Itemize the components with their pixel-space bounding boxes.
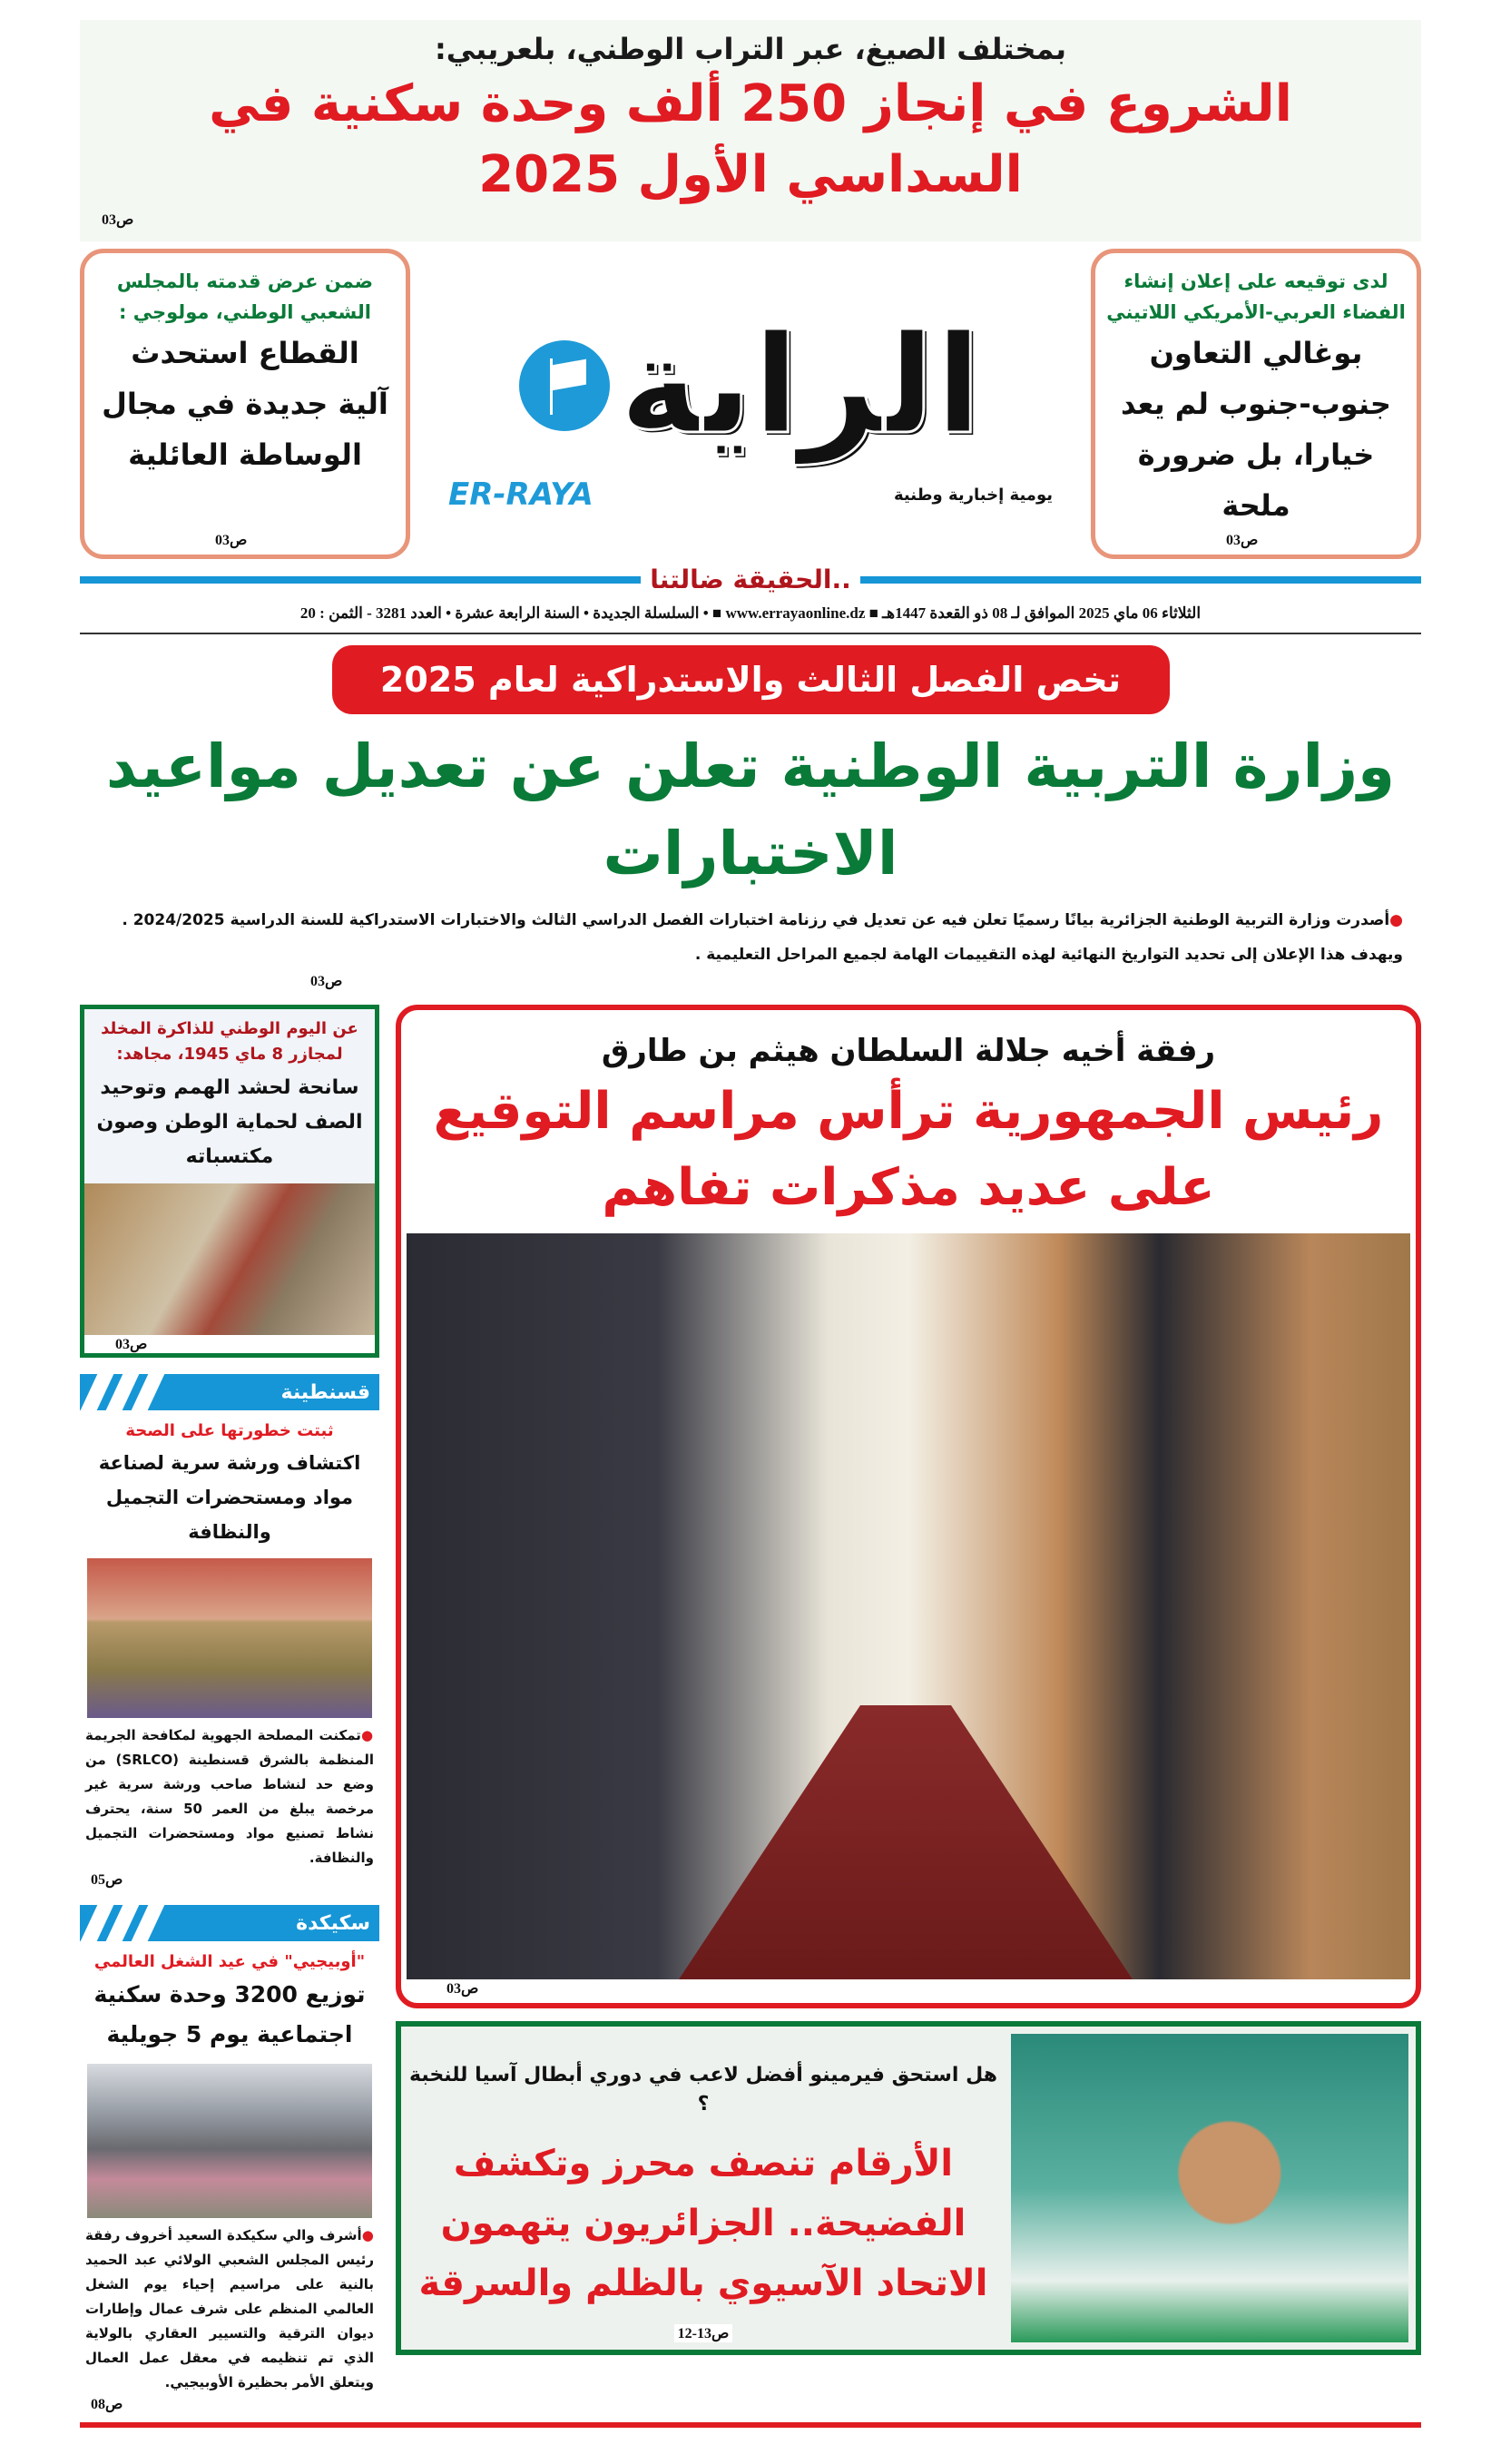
memory-headline: سانحة لحشد الهمم وتوحيد الصف لحماية الوطن وصون مكتسباته	[96, 1076, 363, 1168]
right-teaser[interactable]	[1091, 249, 1421, 559]
page-ref: ص08	[87, 2395, 126, 2413]
flag-globe-icon	[519, 340, 610, 431]
lead-pill[interactable]: تخص الفصل الثالث والاستدراكية لعام 2025	[332, 645, 1170, 714]
teaser-headline-line: القطاع استحدث	[131, 336, 359, 370]
page-ref: ص03	[443, 1979, 482, 1998]
region-bar	[80, 1374, 379, 1410]
sport-headline-line: الفضيحة.. الجزائريون يتهمون	[440, 2203, 966, 2244]
story-kicker: ثبتت خطورتها على الصحة	[125, 1421, 334, 1440]
bottom-rule	[80, 2422, 1421, 2428]
story-headline: توزيع 3200 وحدة سكنية اجتماعية يوم 5 جويلية	[93, 1981, 366, 2047]
divider	[860, 576, 1421, 584]
sport-headline-line: الاتحاد الآسيوي بالظلم والسرقة	[418, 2263, 988, 2304]
teaser-headline-line: بوغالي التعاون	[1149, 336, 1363, 370]
sport-kicker: هل استحق فيرمينو أفضل لاعب في دوري أبطال آسيا للنخبة ؟	[409, 2064, 997, 2116]
slogan: ..الحقيقة ضالتنا	[650, 564, 851, 594]
teaser-headline-line: الوساطة العائلية	[128, 437, 362, 472]
page-ref: ص05	[87, 1870, 126, 1889]
teaser-kicker: لدى توقيعه على إعلان إنشاء الفضاء العربي-الأمريكي اللاتيني	[1106, 270, 1406, 323]
top-story-kicker: بمختلف الصيغ، عبر التراب الوطني، بلعريبي:	[434, 32, 1067, 66]
story-headline: اكتشاف ورشة سرية لصناعة مواد ومستحضرات التجميل والنظافة	[98, 1452, 361, 1543]
lead-summary	[80, 903, 1421, 972]
memory-kicker: عن اليوم الوطني للذاكرة المخلد لمجازر 8 ماي 1945، مجاهد:	[101, 1019, 358, 1064]
logo-arabic: الراية	[619, 307, 982, 465]
sport-headline	[408, 2134, 998, 2313]
divider	[80, 576, 641, 584]
masthead-logo[interactable]	[421, 249, 1080, 559]
sport-headline-line: الأرقام تنصف محرز وتكشف	[453, 2143, 954, 2184]
page-ref: ص13-12	[674, 2324, 733, 2342]
lead-summary-text: أصدرت وزارة التربية الوطنية الجزائرية بيانًا رسميًا تعلن فيه عن تعديل في رزنامة اختبارات الفصل الدراسي الثالث والاختبارات الاستدراكية للسنة الدراسية 2024/2025 . ويهدف هذا الإعلان إلى تحديد التواريخ النهائية لهذه التقييمات الهامة لجميع المراحل التعليمية .	[122, 911, 1403, 964]
page-ref: ص03	[307, 972, 346, 990]
logo-latin: ER-RAYA	[448, 476, 594, 513]
skikda-story[interactable]	[80, 1905, 379, 2413]
page-ref: ص03	[211, 531, 250, 549]
story-body: ●أشرف والي سكيكدة السعيد أخروف رفقة رئيس المجلس الشعبي الولائي عبد الحميد بالنية على مراسيم إحياء يوم الشغل العالمي المنظم على شرف عمال وإطارات ديوان الترقية والتسيير العقاري بالولاية الذي تم تنظيمه في معقل عمل العمال ويتعلق الأمر بحظيرة الأوبيجيي.	[85, 2227, 375, 2390]
story-body-text: أشرف والي سكيكدة السعيد أخروف رفقة رئيس المجلس الشعبي الولائي عبد الحميد بالنية على مراسيم إحياء يوم الشغل العالمي المنظم على شرف عمال وإطارات ديوان الترقية والتسيير العقاري بالولاية الذي تم تنظيمه في معقل عمل العمال ويتعلق الأمر بحظيرة الأوبيجيي.	[85, 2227, 374, 2390]
divider	[80, 633, 1421, 634]
officials-photo-image	[87, 2064, 372, 2218]
memory-painting-image	[84, 1183, 375, 1335]
bullet: ●	[1389, 911, 1403, 929]
top-story-banner[interactable]	[80, 20, 1421, 241]
ceremony-photo-image	[407, 1233, 1410, 1979]
constantine-story[interactable]	[80, 1374, 379, 1889]
tagline: يومية إخبارية وطنية	[893, 485, 1053, 505]
main-kicker: رفقة أخيه جلالة السلطان هيثم بن طارق	[601, 1033, 1216, 1069]
page-ref: ص03	[1222, 531, 1261, 549]
story-body: ●تمكنت المصلحة الجهوية لمكافحة الجريمة المنظمة بالشرق قسنطينة (SRLCO) من وضع حد لنشاط صاحب ورشة سرية غير مرخصة يبلغ من العمر 50 سنة، يحترف نشاط تصنيع مواد ومستحضرات التجميل والنظافة.	[85, 1727, 375, 1866]
main-story[interactable]	[396, 1005, 1421, 2008]
story-kicker: "أوبيجيي" في عيد الشغل العالمي	[93, 1952, 366, 1971]
sport-story[interactable]	[396, 2021, 1421, 2355]
page-ref: ص03	[102, 212, 134, 228]
memory-box[interactable]	[80, 1005, 379, 1358]
story-body-text: تمكنت المصلحة الجهوية لمكافحة الجريمة المنظمة بالشرق قسنطينة (SRLCO) من وضع حد لنشاط صاحب ورشة سرية غير مرخصة يبلغ من العمر 50 سنة، يحترف نشاط تصنيع مواد ومستحضرات التجميل والنظافة.	[85, 1727, 375, 1866]
main-headline: رئيس الجمهورية ترأس مراسم التوقيع على عديد مذكرات تفاهم	[433, 1082, 1384, 1217]
dateline: الثلاثاء 06 ماي 2025 الموافق لـ 08 ذو القعدة 1447هـ ■ www.errayaonline.dz ■ • السلسلة الجديدة • السنة الرابعة عشرة • العدد 3281 - الثمن : 20	[299, 604, 1202, 622]
lead-headline[interactable]: وزارة التربية الوطنية تعلن عن تعديل مواعيد الاختبارات	[105, 731, 1396, 888]
player-photo-image	[1011, 2034, 1408, 2342]
page-ref: ص03	[112, 1335, 151, 1353]
left-teaser[interactable]	[80, 249, 410, 559]
region-name: قسنطينة	[280, 1380, 370, 1404]
region-name: سكيكدة	[296, 1911, 370, 1935]
teaser-headline-line: آلية جديدة في مجال	[102, 387, 388, 421]
region-bar	[80, 1905, 379, 1941]
top-story-headline: الشروع في إنجاز 250 ألف وحدة سكنية في السداسي الأول 2025	[209, 74, 1292, 204]
teaser-kicker: ضمن عرض قدمته بالمجلس الشعبي الوطني، مولوجي :	[116, 270, 374, 323]
workshop-products-image	[87, 1558, 372, 1718]
teaser-headline-line: جنوب-جنوب لم يعد	[1121, 387, 1391, 421]
teaser-headline-line: خيارا، بل ضرورة ملحة	[1137, 437, 1375, 523]
